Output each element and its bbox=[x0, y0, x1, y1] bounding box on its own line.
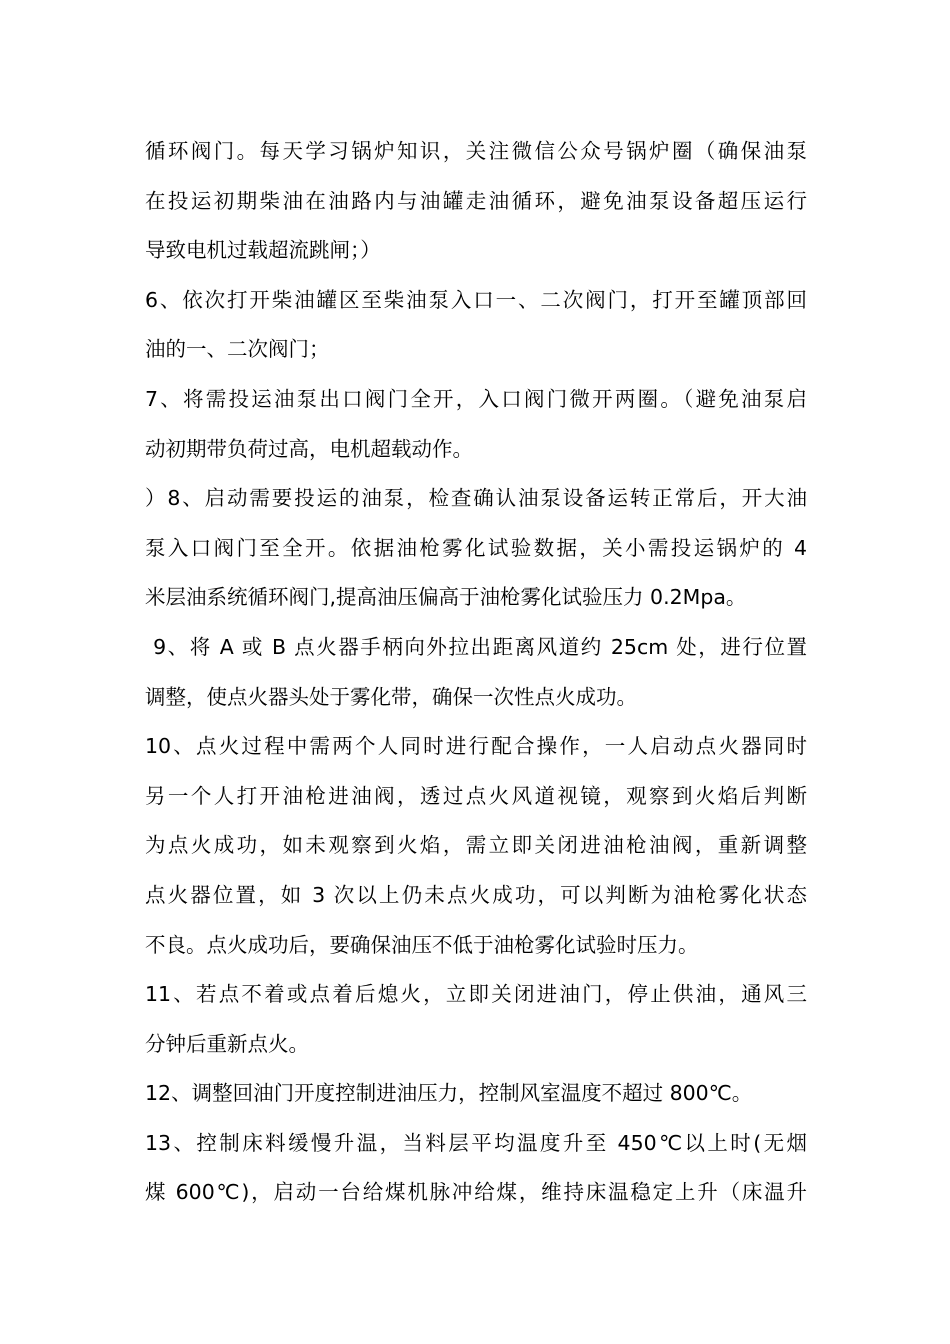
text-line-3: 导致电机过载超流跳闸；） bbox=[145, 238, 381, 263]
text-line-12: 调整，使点火器头处于雾化带，确保一次性点火成功。 bbox=[145, 684, 637, 709]
text-line-1: 循环阀门。每天学习锅炉知识，关注微信公众号锅炉圈（确保油泵 bbox=[145, 139, 807, 163]
text-line-18: 11、若点不着或点着后熄火，立即关闭进油门，停止供油，通风三 bbox=[145, 982, 807, 1007]
text-line-17: 不良。点火成功后，要确保油压不低于油枪雾化试验时压力。 bbox=[145, 932, 699, 957]
text-line-19: 分钟后重新点火。 bbox=[145, 1031, 309, 1056]
text-line-20: 12、调整回油门开度控制进油压力，控制风室温度不超过 800℃。 bbox=[145, 1081, 753, 1106]
text-line-8: ）8、启动需要投运的油泵，检查确认油泵设备运转正常后，开大油 bbox=[145, 486, 807, 511]
text-line-4: 6、依次打开柴油罐区至柴油泵入口一、二次阀门，打开至罐顶部回 bbox=[145, 287, 807, 312]
text-line-15: 为点火成功，如未观察到火焰，需立即关闭进油枪油阀，重新调整 bbox=[145, 833, 807, 858]
text-line-6: 7、将需投运油泵出口阀门全开，入口阀门微开两圈。（避免油泵启 bbox=[145, 386, 807, 411]
text-line-22: 煤 600℃)，启动一台给煤机脉冲给煤，维持床温稳定上升（床温升 bbox=[145, 1180, 807, 1205]
text-line-14: 另一个人打开油枪进油阀，透过点火风道视镜，观察到火焰后判断 bbox=[145, 783, 807, 808]
text-line-11: 9、将 A 或 B 点火器手柄向外拉出距离风道约 25cm 处，进行位置 bbox=[145, 634, 807, 659]
text-line-10: 米层油系统循环阀门,提高油压偏高于油枪雾化试验压力 0.2Mpa。 bbox=[145, 585, 747, 610]
text-line-2: 在投运初期柴油在油路内与油罐走油循环，避免油泵设备超压运行 bbox=[145, 188, 807, 213]
text-line-21: 13、控制床料缓慢升温，当料层平均温度升至 450℃以上时(无烟 bbox=[145, 1130, 807, 1155]
text-line-5: 油的一、二次阀门； bbox=[145, 337, 330, 362]
document-body bbox=[145, 127, 807, 1218]
text-line-16: 点火器位置，如 3 次以上仍未点火成功，可以判断为油枪雾化状态 bbox=[145, 882, 807, 907]
text-line-13: 10、点火过程中需两个人同时进行配合操作，一人启动点火器同时 bbox=[145, 734, 807, 759]
text-line-9: 泵入口阀门至全开。依据油枪雾化试验数据，关小需投运锅炉的 4 bbox=[145, 535, 807, 560]
text-line-7: 动初期带负荷过高，电机超载动作。 bbox=[145, 436, 473, 461]
